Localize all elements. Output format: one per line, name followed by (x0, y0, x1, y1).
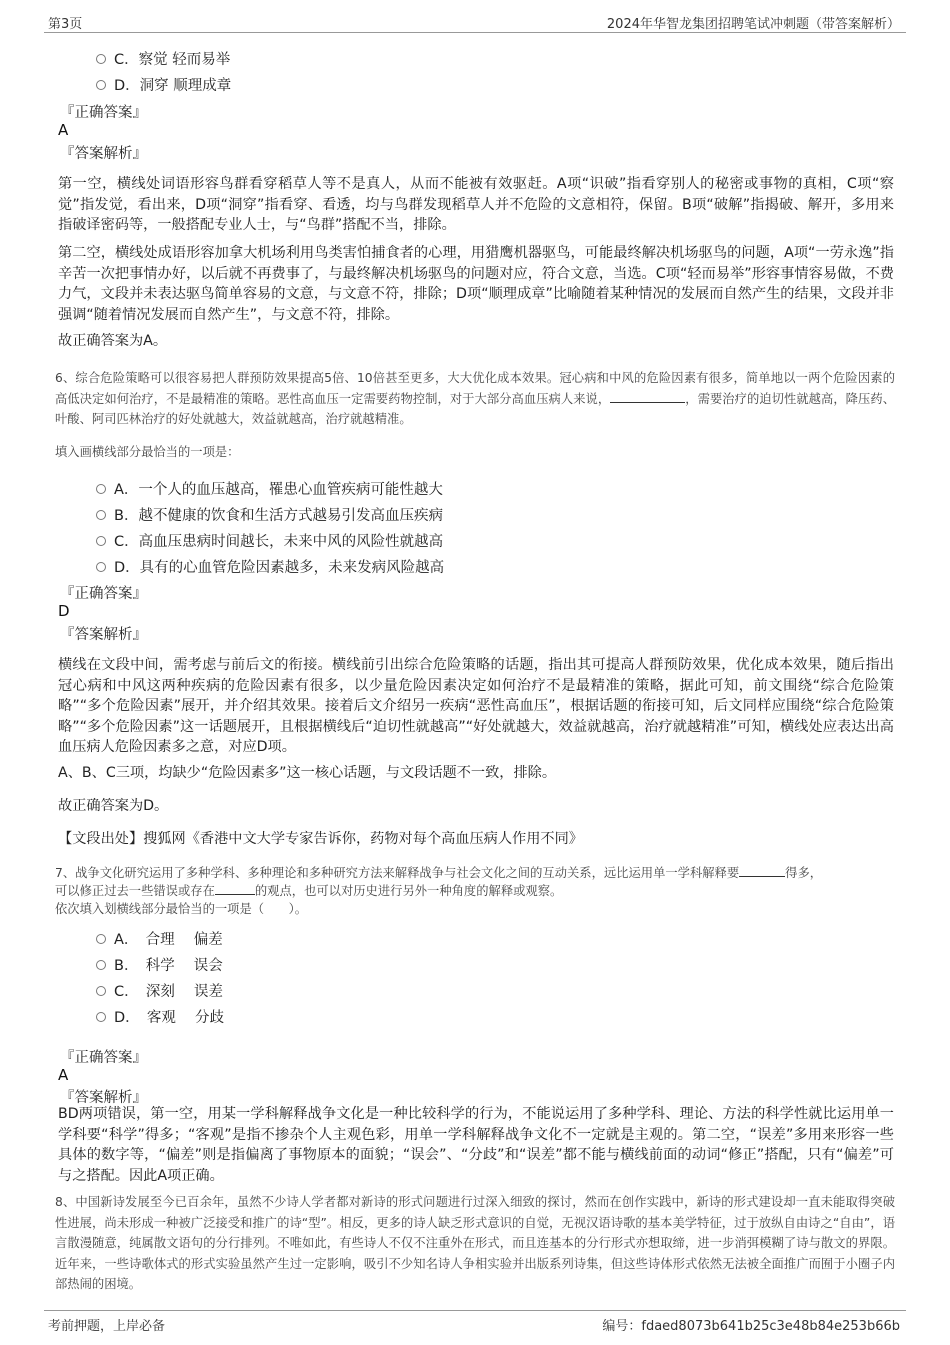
radio-icon[interactable] (96, 562, 106, 572)
document-title: 2024年华智龙集团招聘笔试冲刺题（带答案解析） (606, 17, 900, 32)
footer-slogan: 考前押题，上岸必备 (48, 1319, 166, 1334)
radio-icon[interactable] (96, 934, 106, 944)
q6-prompt: 填入画横线部分最恰当的一项是： (55, 445, 240, 459)
q5-analysis-p1: 第一空，横线处词语形容鸟群看穿稻草人等不是真人，从而不能被有效驱赶。A项“识破”指看穿别人的秘密或事物的真相，C项“察觉”指发觉，看出来，D项“洞穿”指看穿、看透，均与鸟群发现稻草人并不危险的文意相符，保留。B项“破解”指揭破、解开，多用来指破译密码等，一般搭配专业人士，与“鸟群”搭配不当，排除。 (58, 176, 894, 233)
radio-icon[interactable] (96, 960, 106, 970)
q6-answer: D (58, 602, 70, 620)
q6-option-c[interactable]: C．高血压患病时间越长，未来中风的风险性就越高 (96, 530, 443, 551)
page-footer (44, 1310, 906, 1335)
radio-icon[interactable] (96, 510, 106, 520)
fill-blank (215, 882, 255, 895)
q7-answer: A (58, 1066, 69, 1084)
q5-answer-label: 『正确答案』 (60, 105, 147, 121)
q5-option-c[interactable]: C．察觉 轻而易举 (96, 48, 230, 69)
q6-analysis-p3: 故正确答案为D。 (58, 798, 169, 814)
q5-option-d[interactable]: D．洞穿 顺理成章 (96, 74, 231, 95)
fill-blank (610, 390, 685, 403)
radio-icon[interactable] (96, 54, 106, 64)
q6-option-d[interactable]: D．具有的心血管危险因素越多，未来发病风险越高 (96, 556, 444, 577)
page-header (44, 10, 906, 33)
q6-stem: 6、综合危险策略可以很容易把人群预防效果提高5倍、10倍甚至更多，大大优化成本效果。冠心病和中风的危险因素有很多，简单地以一两个危险因素的高低决定如何治疗，不是最精准的策略。恶性高血压一定需要药物控制，对于大部分高血压病人来说， ，需要治疗的迫切性就越高，降压药、叶酸、阿司匹林治疗的好处就越大，效益就越高，治疗就越精准。 (55, 371, 895, 426)
radio-icon[interactable] (96, 484, 106, 494)
q6-option-a[interactable]: A．一个人的血压越高，罹患心血管疾病可能性越大 (96, 478, 443, 499)
q6-analysis-p1: 横线在文段中间，需考虑与前后文的衔接。横线前引出综合危险策略的话题，指出其可提高人群预防效果，优化成本效果，随后指出冠心病和中风这两种疾病的危险因素有很多，以少量危险因素决定如何治疗不是最精准的策略，据此可知，前文围绕“综合危险策略”“多个危险因素”展开，并介绍其效果。接着后文介绍另一疾病“恶性高血压”，根据话题的衔接可知，后文同样应围绕“综合危险策略”“多个危险因素”这一话题展开，且根据横线后“迫切性就越高”“好处就越大，效益就越高，治疗就越精准”可知，横线处应表达出高血压病人危险因素多之意，对应D项。 (58, 657, 894, 755)
q5-analysis-label: 『答案解析』 (60, 146, 147, 162)
q7-option-c[interactable]: C． 深刻 误差 (96, 980, 223, 1001)
q7-option-d[interactable]: D． 客观 分歧 (96, 1006, 224, 1027)
page-number: 第3页 (48, 17, 83, 32)
q6-analysis-p2: A、B、C三项，均缺少“危险因素多”这一核心话题，与文段话题不一致，排除。 (58, 765, 557, 781)
q5-analysis-p3: 故正确答案为A。 (58, 333, 168, 349)
radio-icon[interactable] (96, 536, 106, 546)
radio-icon[interactable] (96, 80, 106, 90)
q7-stem: 7、战争文化研究运用了多种学科、多种理论和多种研究方法来解释战争与社会文化之间的互动关系，远比运用单一学科解释要 得多， 可以修正过去一些错误或存在 的观点，也可以对历史进行另外一种角度的解释或观察。 依次填入划横线部分最恰当的一项是（ ）。 (55, 866, 823, 916)
fill-blank (739, 864, 785, 877)
q6-analysis-label: 『答案解析』 (60, 627, 147, 643)
q6-answer-label: 『正确答案』 (60, 586, 147, 602)
q8-stem: 8、中国新诗发展至今已百余年，虽然不少诗人学者都对新诗的形式问题进行过深入细致的探讨，然而在创作实践中，新诗的形式建设却一直未能取得突破性进展，尚未形成一种被广泛接受和推广的诗“型”。相反，更多的诗人缺乏形式意识的自觉，无视汉语诗歌的基本美学特征，过于放纵自由诗之“自由”，语言散漫随意，纯属散文语句的分行排列。不唯如此，有些诗人不仅不注重外在形式，而且连基本的分行形式亦想取缔，进一步消弭模糊了诗与散文的界限。近年来，一些诗歌体式的形式实验虽然产生过一定影响，吸引不少知名诗人争相实验并出版系列诗集，但这些诗体形式依然无法被全面推广而囿于小圈子内部热闹的困境。 (55, 1195, 895, 1291)
q7-analysis-label: 『答案解析』 (60, 1090, 147, 1106)
q7-option-a[interactable]: A． 合理 偏差 (96, 928, 223, 949)
q5-analysis-p2: 第二空，横线处成语形容加拿大机场利用鸟类害怕捕食者的心理，用猎鹰机器驱鸟，可能最终解决机场驱鸟的问题，A项“一劳永逸”指辛苦一次把事情办好，以后就不再费事了，与最终解决机场驱鸟的问题对应，符合文意，当选。C项“轻而易举”形容事情容易做，不费力气，文段并未表达驱鸟简单容易的文意，与文意不符，排除；D项“顺理成章”比喻随着某种情况的发展而自然产生的结果，文段并非强调“随着情况发展而自然产生”，与文意不符，排除。 (58, 245, 894, 323)
q7-analysis: BD两项错误，第一空，用某一学科解释战争文化是一种比较科学的行为，不能说运用了多种学科、理论、方法的科学性就比运用单一学科要“科学”得多；“客观”是指不掺杂个人主观色彩，用单一学科解释战争文化不一定就是主观的。第二空，“误差”多用来形容一些具体的数字等，“偏差”则是指偏离了事物原本的面貌；“误会”、“分歧”和“误差”都不能与横线前面的动词“修正”搭配，只有“偏差”可与之搭配。因此A项正确。 (58, 1106, 894, 1184)
q7-answer-label: 『正确答案』 (60, 1050, 147, 1066)
q7-option-b[interactable]: B． 科学 误会 (96, 954, 223, 975)
q6-option-b[interactable]: B．越不健康的饮食和生活方式越易引发高血压疾病 (96, 504, 443, 525)
radio-icon[interactable] (96, 1012, 106, 1022)
q7-prompt: 依次填入划横线部分最恰当的一项是（ ）。 (55, 902, 308, 916)
q6-source: 【文段出处】搜狐网《香港中文大学专家告诉你，药物对每个高血压病人作用不同》 (58, 831, 583, 847)
q5-answer: A (58, 121, 69, 139)
radio-icon[interactable] (96, 986, 106, 996)
document-id: 编号：fdaed8073b641b25c3e48b84e253b66b (602, 1319, 900, 1334)
